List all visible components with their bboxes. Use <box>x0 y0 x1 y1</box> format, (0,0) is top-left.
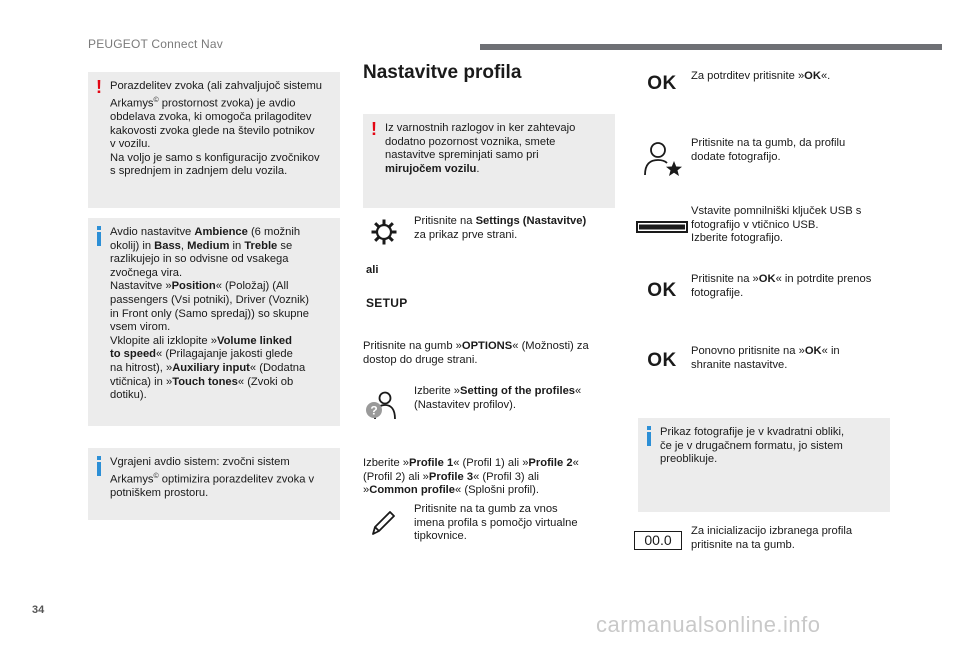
info-note-audio-settings <box>88 218 340 426</box>
info-icon <box>647 432 651 446</box>
warning-icon: ! <box>96 77 102 97</box>
warning-icon: ! <box>371 119 377 139</box>
step-name-text: Pritisnite na ta gumb za vnos imena profila s pomočjo virtualne tipkovnice. <box>414 503 578 543</box>
add-photo-profile-icon[interactable] <box>640 136 684 180</box>
step-select-text: Izberite »Profile 1« (Profil 1) ali »Profile 2« (Profil 2) ali »Profile 3« (Profil 3) ali »Common profile« (Splošni profil). <box>363 457 579 497</box>
step-reset-text: Za inicializacijo izbranega profila pritisnite na ta gumb. <box>691 525 853 551</box>
profile-question-icon[interactable] <box>364 388 398 422</box>
warning-note-audio-distribution <box>88 72 340 208</box>
svg-text:?: ? <box>370 403 378 418</box>
step-settings-text: Pritisnite na Settings (Nastavitve) za prikaz prve strani. <box>414 215 587 241</box>
page-number: 34 <box>32 604 45 616</box>
header-title: PEUGEOT Connect Nav <box>88 37 223 51</box>
header-bar <box>480 44 942 50</box>
setup-button[interactable]: SETUP <box>366 296 408 310</box>
step-usb-text: Vstavite pomnilniški ključek USB s fotografijo v vtičnico USB. Izberite fotografijo. <box>691 205 862 245</box>
settings-gear-icon[interactable] <box>368 216 400 248</box>
note-text: Avdio nastavitve Ambience (6 možnih okolij) in Bass, Medium in Treble se razlikujejo in so odvisne od vsakega zvočnega vira. Nastavitve »Position« (Položaj) (All passengers (Vsi potniki), Driver (Voznik) in Front only (Samo spredaj)) so skupne vsem virom. Vklopite ali izklopite »Volume linked to speed« (Prilagajanje jakosti glede na hitrost), »Auxiliary input« (Dodatna vtičnica) in »Touch tones« (Zvoki ob dotiku). <box>110 226 309 402</box>
info-icon <box>97 232 101 246</box>
note-text: Iz varnostnih razlogov in ker zahtevajo dodatno pozornost voznika, smete nastavitve spreminjati samo pri mirujočem vozilu. <box>385 122 576 175</box>
info-note-photo-format <box>638 418 890 512</box>
info-icon <box>97 462 101 476</box>
ok-button[interactable]: OK <box>647 73 677 95</box>
step-photo-text: Pritisnite na ta gumb, da profilu dodate fotografijo. <box>691 137 846 163</box>
pencil-icon[interactable] <box>366 506 400 540</box>
note-text: Porazdelitev zvoka (ali zahvaljujoč sistemu Arkamys© prostornost zvoka) je avdio obdelava zvoka, ki omogoča prilagoditev kakovosti zvoka glede na število potnikov v vozilu. Na voljo je samo s konfiguracijo zvočnikov s sprednjem in zadnjem delu vozila. <box>110 80 323 178</box>
section-heading: Nastavitve profila <box>363 62 522 83</box>
note-text: Prikaz fotografije je v kvadratni obliki, če je v drugačnem formatu, jo sistem preoblikuje. <box>660 426 845 466</box>
usb-slot-icon <box>636 220 688 234</box>
step-options-text: Pritisnite na gumb »OPTIONS« (Možnosti) za dostop do druge strani. <box>363 340 589 366</box>
watermark: carmanualsonline.info <box>596 612 821 637</box>
step-confirm-text: Za potrditev pritisnite »OK«. <box>691 70 831 82</box>
warning-note-safety <box>363 114 615 208</box>
step-transfer-text: Pritisnite na »OK« in potrdite prenos fotografije. <box>691 273 872 299</box>
step-profiles-text: Izberite »Setting of the profiles« (Nastavitev profilov). <box>414 385 582 411</box>
ok-button-save[interactable]: OK <box>647 350 677 372</box>
note-text: Vgrajeni avdio sistem: zvočni sistem Arkamys© optimizira porazdelitev zvoka v potniškem prostoru. <box>110 456 315 499</box>
or-label: ali <box>366 264 379 276</box>
reset-profile-button[interactable]: 00.0 <box>634 531 682 550</box>
info-note-arkamys <box>88 448 340 520</box>
ok-button-transfer[interactable]: OK <box>647 280 677 302</box>
step-save-text: Ponovno pritisnite na »OK« in shranite nastavitve. <box>691 345 840 371</box>
